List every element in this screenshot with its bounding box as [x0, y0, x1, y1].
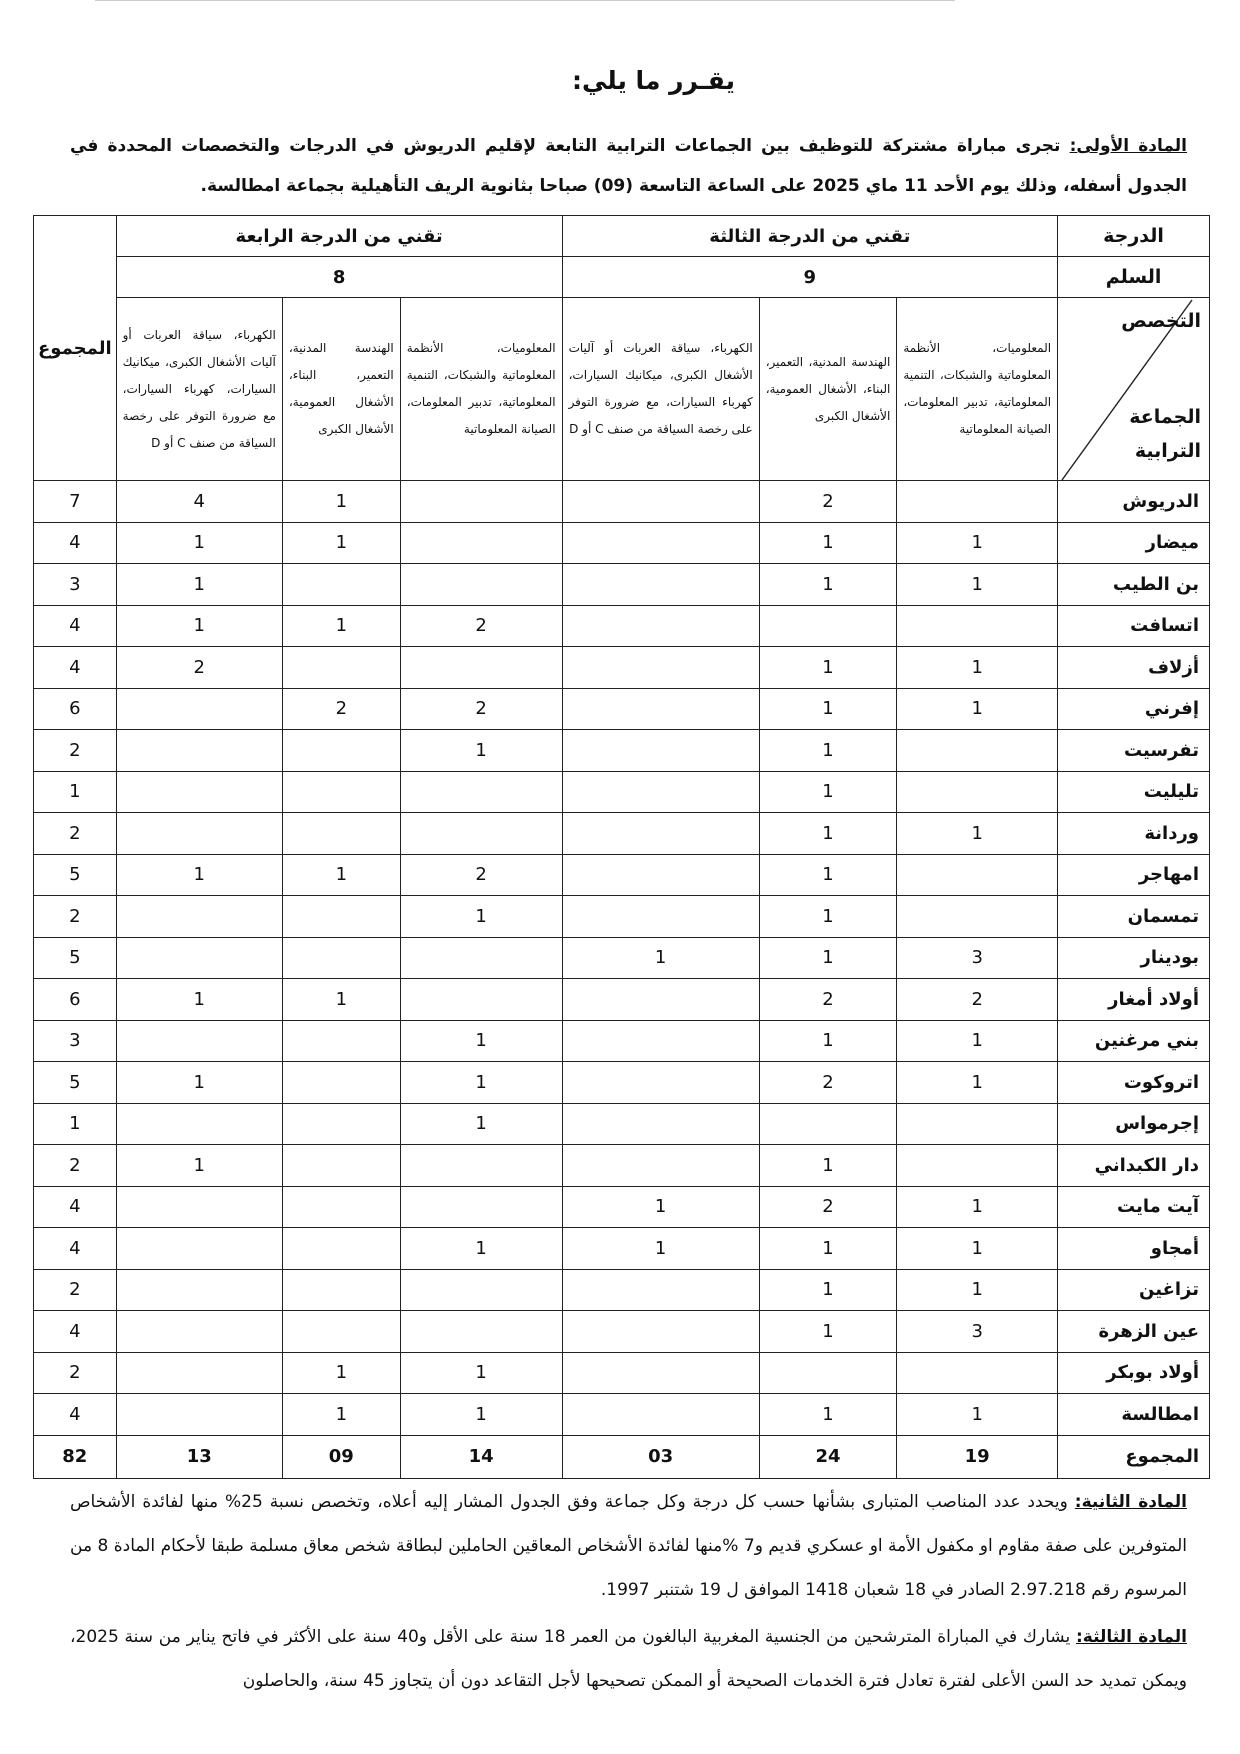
positions-cell: 1: [759, 1269, 897, 1311]
positions-cell: [400, 979, 562, 1021]
table-row: [34, 1228, 1210, 1270]
positions-cell: [897, 481, 1058, 523]
positions-cell: 1: [759, 771, 897, 813]
speciality-cell: الكهرباء، سياقة العربات أو آليات الأشغال الكبرى، ميكانيك السيارات، كهرباء السيارات، مع ضرورة التوفر على رخصة السياقة من صنف C أو D: [562, 298, 759, 481]
positions-cell: 1: [759, 896, 897, 938]
positions-cell: [562, 1145, 759, 1187]
positions-cell: [282, 896, 400, 938]
row-total-cell: 1: [34, 771, 117, 813]
positions-cell: [282, 1103, 400, 1145]
totals-row: [34, 1435, 1210, 1478]
positions-cell: [282, 647, 400, 689]
positions-cell: [562, 1103, 759, 1145]
grade-3-header: تقني من الدرجة الثالثة: [562, 216, 1058, 257]
positions-cell: [282, 1269, 400, 1311]
row-total-cell: 4: [34, 1311, 117, 1353]
commune-name: تزاغين: [1058, 1269, 1210, 1311]
positions-cell: [562, 522, 759, 564]
table-row: [34, 647, 1210, 689]
positions-cell: [562, 1394, 759, 1436]
total-cell: 09: [282, 1435, 400, 1478]
positions-cell: 1: [282, 481, 400, 523]
commune-name: اتروكوت: [1058, 1062, 1210, 1104]
article-2-label: المادة الثانية:: [1074, 1492, 1187, 1512]
row-total-cell: 4: [34, 522, 117, 564]
positions-cell: [400, 771, 562, 813]
positions-cell: 1: [759, 1228, 897, 1270]
row-total-cell: 3: [34, 564, 117, 606]
positions-cell: [897, 730, 1058, 772]
positions-cell: 1: [897, 522, 1058, 564]
row-total-cell: 6: [34, 979, 117, 1021]
commune-name: ميضار: [1058, 522, 1210, 564]
positions-cell: [400, 481, 562, 523]
positions-cell: 1: [897, 1062, 1058, 1104]
positions-cell: 2: [759, 1186, 897, 1228]
total-cell: 19: [897, 1435, 1058, 1478]
positions-cell: [116, 1311, 282, 1353]
positions-cell: [759, 1352, 897, 1394]
positions-cell: [562, 605, 759, 647]
positions-cell: [116, 730, 282, 772]
positions-cell: [282, 1020, 400, 1062]
positions-cell: [562, 854, 759, 896]
table-row: [34, 730, 1210, 772]
table-row: [34, 1186, 1210, 1228]
row-total-cell: 2: [34, 813, 117, 855]
positions-cell: 1: [116, 522, 282, 564]
positions-cell: 1: [897, 813, 1058, 855]
positions-cell: 1: [562, 1228, 759, 1270]
positions-cell: 1: [400, 1020, 562, 1062]
table-row: [34, 979, 1210, 1021]
table-row: [34, 854, 1210, 896]
positions-cell: [282, 937, 400, 979]
positions-cell: 1: [400, 1228, 562, 1270]
positions-cell: 1: [400, 1062, 562, 1104]
positions-cell: [400, 937, 562, 979]
positions-cell: 2: [759, 481, 897, 523]
commune-label-line1: الجماعة: [1129, 406, 1201, 428]
commune-name: أزلاف: [1058, 647, 1210, 689]
positions-cell: [562, 1352, 759, 1394]
table-row: [34, 771, 1210, 813]
positions-cell: [897, 605, 1058, 647]
commune-name: تمسمان: [1058, 896, 1210, 938]
positions-cell: [562, 730, 759, 772]
corner-header: [1058, 298, 1210, 481]
positions-cell: [116, 771, 282, 813]
commune-label-line2: الترابية: [1134, 440, 1201, 462]
row-total-cell: 2: [34, 896, 117, 938]
article-2-text: ويحدد عدد المناصب المتبارى بشأنها حسب كل درجة وكل جماعة وفق الجدول المشار إليه أعلاه، وتخصص نسبة 25% منها لفائدة الأشخاص المتوفرين على صفة مقاوم او مكفول الأمة او عسكري قديم و7 %منها لفائدة الأشخاص المعاقين الحاملين لبطاقة شخص معاق مسلمة طبقا لأحكام المادة 8 من المرسوم رقم 2.97.218 الصادر في 18 شعبان 1418 الموافق ل 19 شتنبر 1997.: [70, 1492, 1188, 1600]
row-total-cell: 6: [34, 688, 117, 730]
positions-cell: [400, 522, 562, 564]
positions-cell: 1: [400, 730, 562, 772]
positions-cell: [116, 1269, 282, 1311]
positions-cell: [562, 564, 759, 606]
positions-table: [33, 215, 1210, 1479]
positions-cell: 3: [897, 937, 1058, 979]
commune-name: اتسافت: [1058, 605, 1210, 647]
positions-cell: [562, 647, 759, 689]
article-3: [70, 1615, 1187, 1703]
positions-cell: [282, 564, 400, 606]
positions-cell: 1: [562, 1186, 759, 1228]
positions-cell: 1: [562, 937, 759, 979]
positions-cell: [400, 564, 562, 606]
table-row: [34, 1062, 1210, 1104]
positions-cell: 1: [897, 688, 1058, 730]
grade-label: الدرجة: [1058, 216, 1210, 257]
table-row: [34, 1352, 1210, 1394]
positions-cell: [562, 813, 759, 855]
grand-total-cell: 82: [34, 1435, 117, 1478]
table-row: [34, 564, 1210, 606]
positions-cell: [282, 771, 400, 813]
positions-cell: [897, 1352, 1058, 1394]
positions-cell: [116, 1020, 282, 1062]
article-1: [70, 126, 1187, 206]
positions-cell: [562, 1269, 759, 1311]
positions-cell: 2: [759, 979, 897, 1021]
positions-cell: 2: [400, 688, 562, 730]
positions-cell: [400, 1269, 562, 1311]
positions-cell: 4: [116, 481, 282, 523]
positions-cell: [282, 730, 400, 772]
positions-cell: 2: [116, 647, 282, 689]
positions-cell: 1: [282, 854, 400, 896]
positions-cell: [400, 1186, 562, 1228]
commune-name: بني مرغنين: [1058, 1020, 1210, 1062]
commune-name: آيت مايت: [1058, 1186, 1210, 1228]
positions-cell: 1: [759, 647, 897, 689]
positions-cell: [116, 1394, 282, 1436]
positions-cell: [897, 854, 1058, 896]
positions-cell: 1: [759, 1394, 897, 1436]
positions-cell: 1: [116, 605, 282, 647]
positions-cell: [562, 688, 759, 730]
positions-cell: 1: [897, 1394, 1058, 1436]
table-row: [34, 1311, 1210, 1353]
positions-cell: 1: [282, 979, 400, 1021]
commune-name: إجرمواس: [1058, 1103, 1210, 1145]
row-total-cell: 4: [34, 1186, 117, 1228]
table-row: [34, 896, 1210, 938]
positions-cell: 1: [759, 564, 897, 606]
positions-cell: [400, 813, 562, 855]
scale-3-value: 9: [562, 257, 1058, 298]
scale-label: السلم: [1058, 257, 1210, 298]
total-cell: 14: [400, 1435, 562, 1478]
article-3-label: المادة الثالثة:: [1075, 1627, 1187, 1647]
table-row: [34, 1269, 1210, 1311]
positions-cell: 1: [897, 647, 1058, 689]
positions-cell: [282, 1311, 400, 1353]
total-cell: 13: [116, 1435, 282, 1478]
positions-cell: [282, 1228, 400, 1270]
positions-cell: [759, 605, 897, 647]
positions-cell: [562, 1062, 759, 1104]
row-total-cell: 3: [34, 1020, 117, 1062]
positions-cell: [116, 1352, 282, 1394]
positions-cell: 1: [116, 564, 282, 606]
positions-cell: 1: [759, 1145, 897, 1187]
row-total-cell: 2: [34, 1145, 117, 1187]
row-total-cell: 7: [34, 481, 117, 523]
positions-cell: 1: [759, 688, 897, 730]
commune-name: وردانة: [1058, 813, 1210, 855]
positions-cell: [562, 979, 759, 1021]
commune-rows: [34, 481, 1210, 1436]
commune-name: بودينار: [1058, 937, 1210, 979]
positions-cell: [897, 771, 1058, 813]
positions-cell: 1: [116, 854, 282, 896]
row-total-cell: 4: [34, 1394, 117, 1436]
positions-cell: 1: [759, 937, 897, 979]
positions-cell: [282, 813, 400, 855]
row-total-cell: 5: [34, 937, 117, 979]
positions-cell: [282, 1186, 400, 1228]
speciality-label: التخصص: [1121, 310, 1201, 332]
commune-name: امطالسة: [1058, 1394, 1210, 1436]
commune-name: امهاجر: [1058, 854, 1210, 896]
positions-cell: 2: [897, 979, 1058, 1021]
positions-cell: [282, 1145, 400, 1187]
table-row: [34, 813, 1210, 855]
commune-name: بن الطيب: [1058, 564, 1210, 606]
table-row: [34, 1103, 1210, 1145]
table-row: [34, 1020, 1210, 1062]
positions-cell: [897, 1145, 1058, 1187]
positions-cell: [562, 1020, 759, 1062]
table-row: [34, 688, 1210, 730]
positions-cell: 1: [116, 979, 282, 1021]
total-cell: 24: [759, 1435, 897, 1478]
article-1-text: تجرى مباراة مشتركة للتوظيف بين الجماعات الترابية التابعة لإقليم الدريوش في الدرجات والتخصصات المحددة في الجدول أسفله، وذلك يوم الأحد 11 ماي 2025 على الساعة التاسعة (09) صباحا بثانوية الريف التأهيلية بجماعة امطالسة.: [70, 136, 1187, 196]
positions-cell: 1: [759, 1020, 897, 1062]
positions-cell: 2: [400, 605, 562, 647]
positions-cell: 2: [400, 854, 562, 896]
row-total-cell: 2: [34, 1269, 117, 1311]
positions-cell: [400, 647, 562, 689]
positions-cell: [116, 1228, 282, 1270]
article-3-text: يشارك في المباراة المترشحين من الجنسية المغربية البالغون من العمر 18 سنة على الأقل و40 سنة على الأكثر في فاتح يناير من سنة 2025، ويمكن تمديد حد السن الأعلى لفترة تعادل فترة الخدمات الصحيحة أو الممكن تصحيحها لأجل التقاعد دون أن يتجاوز 45 سنة، والحاصلون: [70, 1627, 1187, 1691]
row-total-cell: 1: [34, 1103, 117, 1145]
positions-cell: 1: [282, 1394, 400, 1436]
commune-name: دار الكبداني: [1058, 1145, 1210, 1187]
positions-cell: 1: [759, 730, 897, 772]
positions-cell: [116, 937, 282, 979]
positions-cell: 1: [897, 1228, 1058, 1270]
speciality-cell: المعلوميات، الأنظمة المعلوماتية والشبكات، التنمية المعلوماتية، تدبير المعلومات، الصيانة المعلوماتية: [400, 298, 562, 481]
positions-cell: [116, 896, 282, 938]
commune-name: إفرني: [1058, 688, 1210, 730]
positions-cell: 1: [897, 564, 1058, 606]
commune-name: تفرسيت: [1058, 730, 1210, 772]
speciality-cell: الكهرباء، سياقة العربات أو آليات الأشغال الكبرى، ميكانيك السيارات، كهرباء السيارات، مع ضرورة التوفر على رخصة السياقة من صنف C أو D: [116, 298, 282, 481]
row-total-cell: 5: [34, 854, 117, 896]
positions-cell: 1: [759, 813, 897, 855]
row-total-cell: 2: [34, 1352, 117, 1394]
positions-cell: 1: [897, 1020, 1058, 1062]
positions-cell: [562, 481, 759, 523]
positions-cell: 1: [282, 522, 400, 564]
commune-name: تليليت: [1058, 771, 1210, 813]
commune-name: عين الزهرة: [1058, 1311, 1210, 1353]
positions-cell: 1: [400, 1103, 562, 1145]
positions-cell: 2: [759, 1062, 897, 1104]
commune-name: أولاد أمغار: [1058, 979, 1210, 1021]
positions-cell: [282, 1062, 400, 1104]
positions-cell: 1: [282, 605, 400, 647]
top-divider: [95, 0, 955, 1]
positions-cell: [562, 771, 759, 813]
table-row: [34, 522, 1210, 564]
commune-name: الدريوش: [1058, 481, 1210, 523]
positions-cell: 1: [400, 1394, 562, 1436]
positions-cell: 2: [282, 688, 400, 730]
article-1-label: المادة الأولى:: [1069, 136, 1187, 156]
scale-4-value: 8: [116, 257, 562, 298]
positions-cell: [897, 896, 1058, 938]
row-total-cell: 4: [34, 1228, 117, 1270]
positions-cell: 1: [282, 1352, 400, 1394]
positions-cell: 1: [116, 1145, 282, 1187]
positions-cell: [116, 1186, 282, 1228]
positions-cell: [116, 813, 282, 855]
grade-4-header: تقني من الدرجة الرابعة: [116, 216, 562, 257]
positions-cell: 1: [897, 1269, 1058, 1311]
positions-cell: [400, 1311, 562, 1353]
positions-cell: 1: [400, 1352, 562, 1394]
totals-label: المجموع: [1058, 1435, 1210, 1478]
row-total-cell: 2: [34, 730, 117, 772]
row-total-cell: 5: [34, 1062, 117, 1104]
speciality-cell: المعلوميات، الأنظمة المعلوماتية والشبكات، التنمية المعلوماتية، تدبير المعلومات، الصيانة المعلوماتية: [897, 298, 1058, 481]
positions-cell: [562, 896, 759, 938]
positions-cell: 1: [400, 896, 562, 938]
table-row: [34, 605, 1210, 647]
table-row: [34, 1394, 1210, 1436]
total-cell: 03: [562, 1435, 759, 1478]
commune-name: أولاد بوبكر: [1058, 1352, 1210, 1394]
row-total-cell: 4: [34, 647, 117, 689]
positions-cell: 1: [897, 1186, 1058, 1228]
table-row: [34, 481, 1210, 523]
positions-cell: [759, 1103, 897, 1145]
speciality-cell: الهندسة المدنية، التعمير، البناء، الأشغال العمومية، الأشغال الكبرى: [759, 298, 897, 481]
positions-cell: [562, 1311, 759, 1353]
positions-cell: [897, 1103, 1058, 1145]
positions-cell: 1: [759, 522, 897, 564]
positions-cell: 3: [897, 1311, 1058, 1353]
total-column-header: المجموع: [34, 216, 117, 481]
table-row: [34, 937, 1210, 979]
positions-cell: [400, 1145, 562, 1187]
positions-cell: 1: [759, 1311, 897, 1353]
positions-cell: [116, 1103, 282, 1145]
article-2: [70, 1480, 1187, 1612]
positions-cell: [116, 688, 282, 730]
speciality-cell: الهندسة المدنية، التعمير، البناء، الأشغال العمومية، الأشغال الكبرى: [282, 298, 400, 481]
positions-cell: 1: [759, 854, 897, 896]
decision-heading: يقـرر ما يلي:: [571, 66, 735, 95]
positions-cell: 1: [116, 1062, 282, 1104]
table-row: [34, 1145, 1210, 1187]
commune-name: أمجاو: [1058, 1228, 1210, 1270]
row-total-cell: 4: [34, 605, 117, 647]
